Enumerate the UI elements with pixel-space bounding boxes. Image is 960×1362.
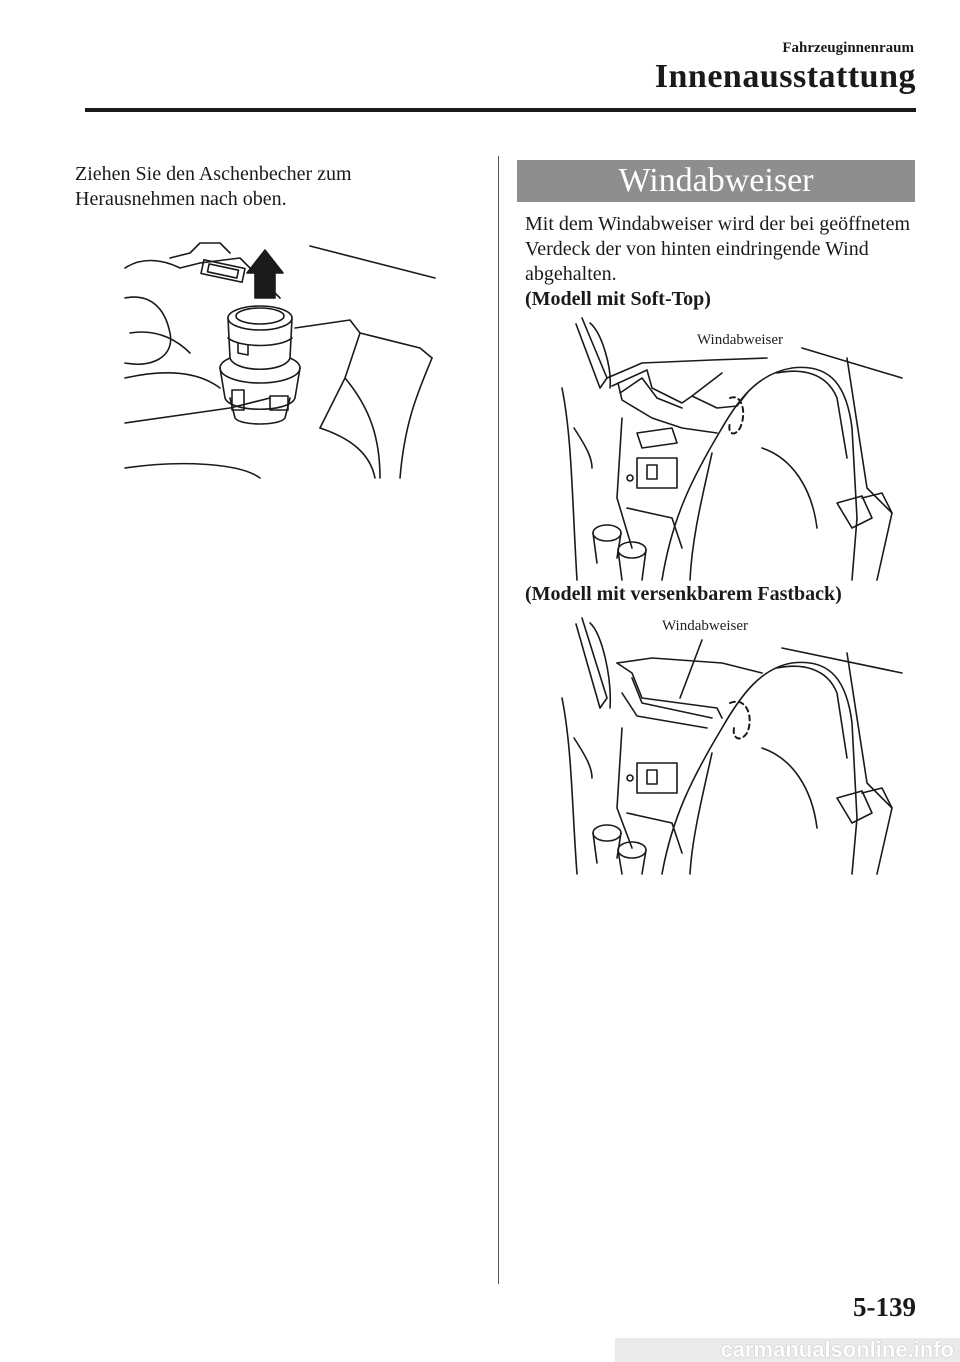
subhead-fastback: (Modell mit versenkbarem Fastback) bbox=[525, 583, 842, 605]
intro-text: Mit dem Windabweiser wird der bei geöffnetem Verdeck der von hinten eindringende Wind abgehalten. bbox=[525, 213, 911, 285]
ashtray-removal-text: Ziehen Sie den Aschenbecher zum Herausnehmen nach oben. bbox=[75, 163, 352, 210]
page-number: 5-139 bbox=[853, 1292, 916, 1322]
section-title: Innenausstattung bbox=[654, 58, 916, 95]
windabweiser-banner: Windabweiser bbox=[517, 160, 915, 202]
fastback-figure-label: Windabweiser bbox=[662, 618, 749, 634]
column-divider bbox=[498, 156, 499, 1284]
watermark: carmanualsonline.info bbox=[615, 1338, 960, 1362]
ashtray-illustration bbox=[120, 238, 440, 483]
subhead-soft-top: (Modell mit Soft-Top) bbox=[525, 288, 711, 310]
windabweiser-description bbox=[525, 212, 915, 312]
softtop-windabweiser-illustration bbox=[562, 318, 902, 580]
softtop-figure-label: Windabweiser bbox=[697, 332, 784, 348]
chapter-title: Fahrzeuginnenraum bbox=[782, 40, 914, 56]
header-rule bbox=[85, 108, 916, 112]
fastback-windabweiser-illustration bbox=[562, 618, 902, 874]
